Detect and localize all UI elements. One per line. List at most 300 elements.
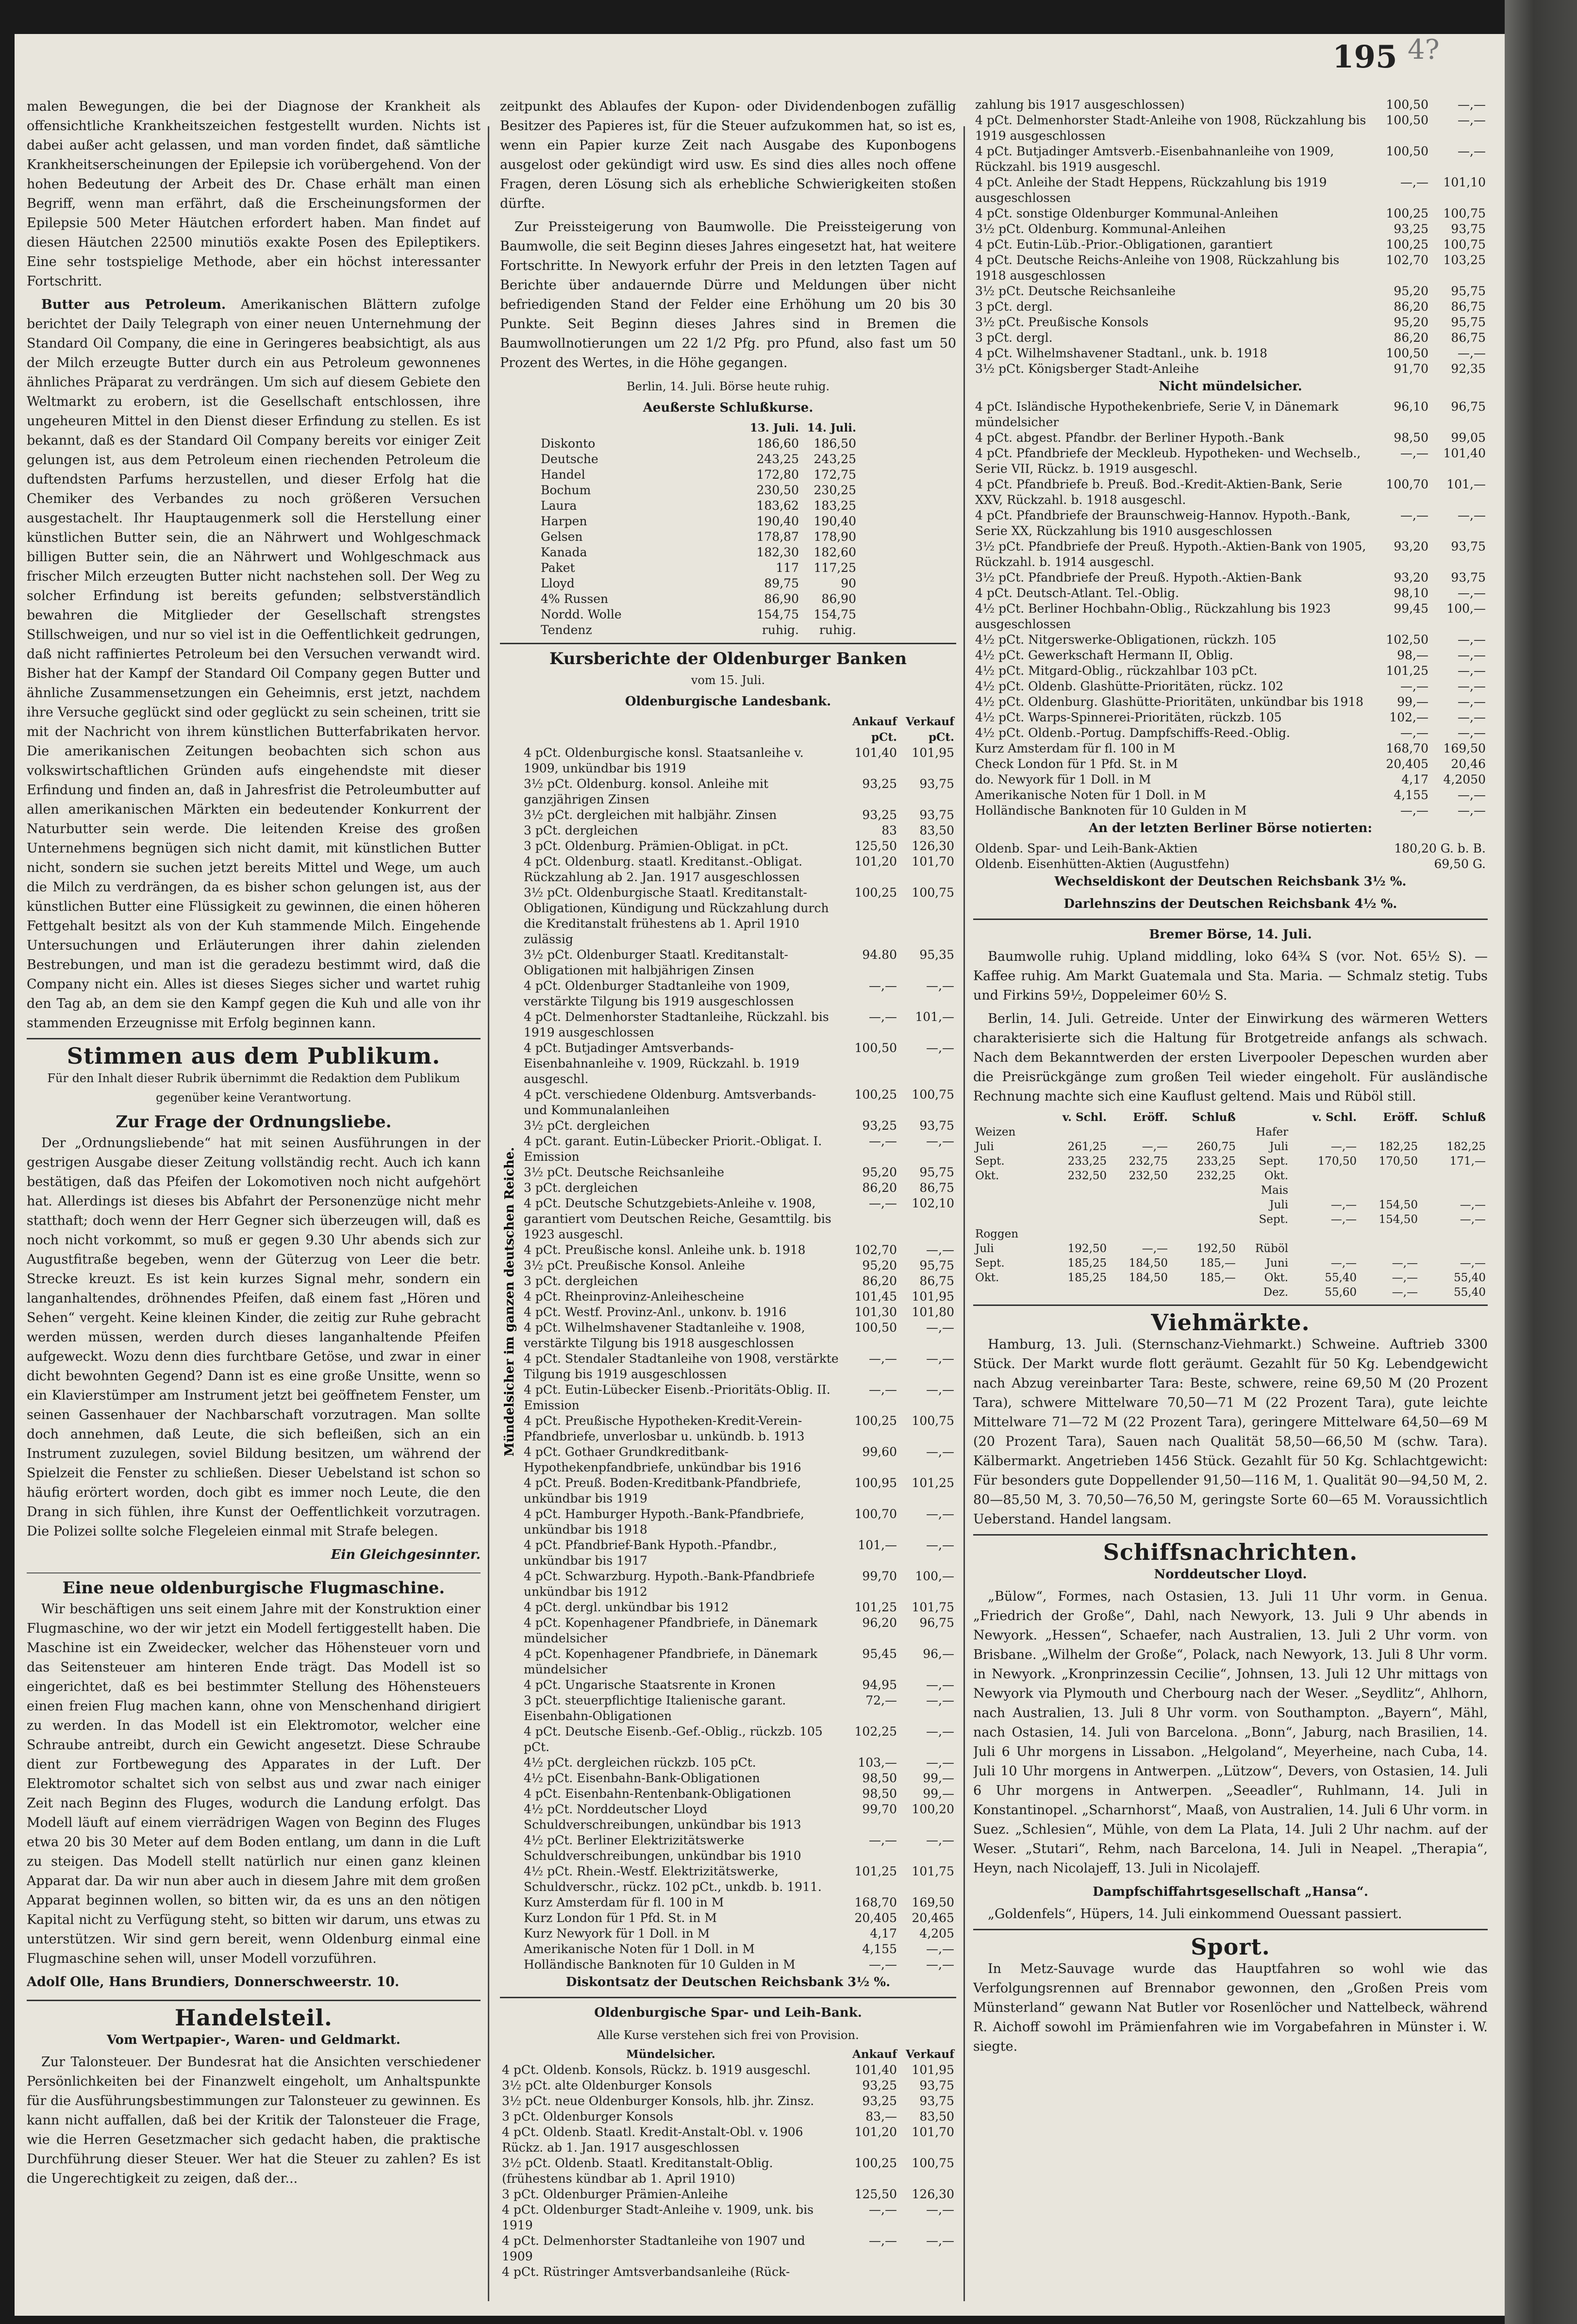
scanner-edge — [1505, 0, 1577, 2324]
row-value: 178,90 — [813, 530, 856, 544]
section-subheader: Norddeutscher Lloyd. — [1154, 1567, 1307, 1582]
row-value: 95,75 — [919, 1165, 954, 1179]
row-label: 4½ pCt. Mitgard-Oblig., rückzahlbar 103 pCt. — [975, 664, 1258, 678]
table-row — [973, 741, 1488, 756]
row-value: 101,— — [1446, 477, 1486, 491]
row-value: 100,75 — [912, 1414, 954, 1428]
row-value: 183,25 — [813, 499, 856, 513]
row-value: —,— — [926, 2234, 954, 2248]
row-value: —,— — [1458, 648, 1486, 662]
row-label: 3½ pCt. Oldenburg. Kommunal-Anleihen — [975, 222, 1226, 236]
table-row — [973, 648, 1488, 663]
row-value: —,— — [1458, 803, 1486, 818]
row-label: 3 pCt. Oldenburg. Prämien-Obligat. in pCt. — [524, 839, 789, 853]
table-row — [973, 856, 1488, 872]
column-rule — [488, 126, 489, 2301]
non-trustee-table — [973, 399, 1488, 819]
article-body: Der „Ordnungsliebende“ hat mit seinen Ausführungen in der gestrigen Ausgabe dieser Zeitung vollständig recht. Auch ich kann bestätigen, daß das Pfeifen der Lokomotiven noch nicht aufgehört hat. Allerdings ist dieses bis Abfahrt der Personenzüge nicht mehr statthaft; doch wenn der Herr Gegner sich überzeugen will, daß es noch nicht vorkommt, so muß er gegen 9.30 Uhr abends sich zur Augustfitraße begeben, wenn der Güterzug von Leer die betr. Strecke kreuzt. Es ist kein kurzes Signal mehr, sondern ein langanhaltendes, dröhnendes Pfeifen, daß einem fast „Hören und Sehen“ vergeht. Keine kleinen Kinder, die zeitig zur Ruhe gebracht werden müssen, werden durch dieses langanhaltende Pfeifen aufgeweckt. Wozu denn dies furchtbare Getöse, und zwar in einer dicht bewohnten Gegend? Dann ist es eine große Unsitte, wenn so ein Klavierstümper am Instrument jetzt bei geöffnetem Fenster, um seinen Gassenhauer der Nachbarschaft vorzutragen. Man sollte doch annehmen, daß Leute, die sich befleißen, sich an ein Instrument zuzulegen, soviel Bildung besitzen, um während der Spielzeit die Fenster zu schließen. Dieser Uebelstand ist schon so häufig erörtert worden, doch gibt es immer noch Leute, die den Drang in sich fühlen, ihre Kunst der Oeffentlichkeit vorzutragen. Die Polizei sollte solche Flegeleien einmal mit Strafe belegen. — [27, 1136, 481, 1539]
table-row — [539, 467, 858, 483]
table-row — [539, 607, 858, 622]
row-value: 92,35 — [1451, 362, 1486, 376]
row-label: 4 pCt. Butjadinger Amtsverb.-Eisenbahnanleihe von 1909, Rückzahl. bis 1919 ausgeschl. — [975, 144, 1334, 174]
row-label: 3½ pCt. Oldenburg. konsol. Anleihe mit ganzjährigen Zinsen — [524, 777, 769, 806]
row-value: 83,— — [865, 2109, 897, 2123]
page-number-faint: 4? — [1408, 34, 1440, 66]
row-value: 101,10 — [1443, 175, 1486, 189]
table-row — [539, 498, 858, 514]
row-value: 93,20 — [1394, 570, 1428, 585]
row-value: —,— — [926, 1756, 954, 1770]
row-value: 95,75 — [919, 1258, 954, 1272]
row-value: —,— — [1458, 710, 1486, 724]
table-row — [973, 399, 1488, 430]
vertical-label-text: Mündelsicher im ganzen deutschen Reiche. — [502, 1147, 517, 1456]
row-label: 3 pCt. dergleichen — [524, 1181, 638, 1195]
row-label: Amerikanische Noten für 1 Doll. in M — [524, 1942, 755, 1956]
column-header: Eröff. — [1383, 1111, 1418, 1124]
row-value: 154,75 — [813, 607, 856, 621]
row-value: —,— — [926, 1538, 954, 1552]
row-value: —,— — [926, 1693, 954, 1707]
table-row — [522, 1087, 956, 1118]
row-value — [1109, 1183, 1170, 1198]
article-body: Berlin, 14. Juli. Getreide. Unter der Einwirkung des wärmeren Wetters charakterisierte sich die Haltung für Brotgetreide anfangs als schwach. Nach dem Bekanntwerden der ersten Liverpooler Depeschen wurden aber die Preisrückgänge zum großen Teil wieder eingeholt. Für ausländische Rechnung machte sich eine Kauflust geltend. Mais und Rüböl still. — [973, 1011, 1488, 1104]
column-right — [973, 97, 1488, 2291]
row-value — [1290, 1183, 1359, 1198]
row-value: 101,25 — [912, 1476, 954, 1490]
table-row — [522, 1382, 956, 1413]
table-title: Aeußerste Schlußkurse. — [643, 401, 813, 415]
row-value: 192,50 — [1067, 1242, 1107, 1255]
row-value: 100,50 — [854, 1041, 897, 1055]
row-value: 4,155 — [1394, 788, 1428, 802]
row-label: 3 pCt. dergleichen — [524, 1274, 638, 1288]
row-value: 94.80 — [862, 948, 897, 962]
row-value: 126,30 — [912, 839, 954, 853]
row-value: 98,— — [1397, 648, 1428, 662]
table-row — [539, 560, 858, 576]
row-value: —,— — [1458, 98, 1486, 112]
row-label: zahlung bis 1917 ausgeschlossen) — [975, 98, 1185, 112]
table-row — [973, 1183, 1488, 1198]
article-body: Wir beschäftigen uns seit einem Jahre mit der Konstruktion einer Flugmaschine, wo der wir jetzt ein Modell fertiggestellt haben. Die Maschine ist ein Zweidecker, welcher das Höhensteuer vorn und das Seitensteuer am hinteren Ende trägt. Das Modell ist so eingerichtet, daß es bei bestimmter Stellung des Höhensteuers einen freien Flug machen kann, ohne von Menschenhand dirigiert zu werden. In das Modell ist ein Elektromotor, welcher eine Schraube antreibt, durch ein Gewicht angesetzt. Diese Schraube dient zur Fortbewegung des Apparates in der Luft. Der Elektromotor schaltet sich von selbst aus und zwar nach einiger Zeit nach Beginn des Fluges, wodurch die Landung erfolgt. Das Modell läuft auf einem vierrädrigen Wagen von Beginn des Fluges etwa 20 bis 30 Meter auf dem Boden entlang, um dann in die Luft zu steigen. Das Modell stellt natürlich nur einen ganz kleinen Apparat dar. Da wir nun aber auch in diesem Jahre mit dem großen Apparat beginnen wollen, so bitten wir, da es uns an den nötigen Kapital nicht zu Verfügung steht, so bitten wir darum, uns etwas zu unterstützen. Wir sind gern bereit, wenn Oldenburg einmal eine Flugmaschine sehen will, unser Modell vorzuführen. — [27, 1602, 481, 1966]
row-label: Kurz Amsterdam für fl. 100 in M — [524, 1895, 724, 1909]
loans-table-continued — [973, 97, 1488, 377]
row-value — [1420, 1241, 1488, 1256]
column-rule — [963, 126, 965, 2301]
row-value — [1420, 1227, 1488, 1241]
row-value — [1040, 1212, 1109, 1227]
section-header: Sport. — [1191, 1934, 1270, 1960]
table-row — [973, 237, 1488, 252]
row-value: 100,— — [1446, 602, 1486, 616]
row-value: 101,40 — [854, 2063, 897, 2077]
row-value: 99,45 — [1394, 602, 1428, 616]
row-label: Juli — [975, 1140, 994, 1153]
row-value: —,— — [926, 979, 954, 993]
row-value: 101,70 — [912, 2125, 954, 2139]
row-label: 4 pCt. Preußische konsl. Anleihe unk. b. 1918 — [524, 1243, 806, 1257]
article-body: Zur Preissteigerung von Baumwolle. Die Preissteigerung von Baumwolle, die seit Beginn dieses Jahres eingesetzt hat, hat weitere Fortschritte. In Newyork erfuhr der Preis in den letzten Tagen auf Berichte über andauernde Dürre und Meldungen über nicht befriedigenden Stand der Felder eine Erhöhung um 20 bis 30 Punkte. Seit Beginn dieses Jahres sind in Bremen die Baumwollnotierungen um 22 1/2 Pfg. pro Pfund, also fast um 50 Prozent des Wertes, in die Höhe gegangen. — [500, 219, 956, 370]
row-label: 3½ pCt. Königsberger Stadt-Anleihe — [975, 362, 1199, 376]
row-value: 190,40 — [756, 514, 799, 528]
table-row — [973, 175, 1488, 206]
row-label: 4 pCt. Pfandbriefe der Meckleub. Hypotheken- und Wechselb., Serie VII, Rückz. b. 1919 ausgeschl. — [975, 446, 1361, 476]
row-value — [1040, 1198, 1109, 1212]
row-value: —,— — [1458, 144, 1486, 158]
row-label: 4 pCt. Deutsche Schutzgebiets-Anleihe v. 1908, garantiert vom Deutschen Reiche, Gesamttilg. bis 1923 ausgeschl. — [524, 1196, 831, 1241]
table-row — [973, 632, 1488, 648]
row-value — [1290, 1227, 1359, 1241]
table-row — [973, 710, 1488, 725]
row-value: 102,— — [1389, 710, 1428, 724]
row-value: —,— — [1400, 726, 1428, 740]
article-signature: Adolf Olle, Hans Brundiers, Donnerschweerstr. 10. — [27, 1974, 399, 1990]
table-row — [973, 284, 1488, 299]
row-label: 3½ pCt. Deutsche Reichsanleihe — [975, 284, 1176, 298]
row-value: 94,95 — [862, 1678, 897, 1692]
row-value: 93,75 — [1451, 222, 1486, 236]
article-continuation: zeitpunkt des Ablaufes der Kupon- oder Dividendenbogen zufällig Besitzer des Papieres ist, für die Steuer aufzukommen hat, so ist es, wenn ein Papier kurze Zeit nach Ausgabe des Kuponbogens ausgelost oder gekündigt wird usw. Es sind dies alles noch offene Fragen, deren Lösung sich als erhebliche Schwierigkeiten stoßen dürfte. — [500, 99, 956, 211]
table-row — [500, 2109, 956, 2124]
row-value: 93,75 — [919, 808, 954, 822]
table-row — [522, 1413, 956, 1444]
row-value: 100,25 — [1386, 206, 1428, 220]
table-row — [973, 539, 1488, 570]
row-value: —,— — [1458, 788, 1486, 802]
row-value: 101,25 — [854, 1600, 897, 1614]
row-value: 230,25 — [813, 483, 856, 497]
row-value: 100,25 — [1386, 237, 1428, 251]
row-value: —,— — [869, 1010, 897, 1024]
row-value: 95,20 — [1394, 284, 1428, 298]
table-row — [522, 947, 956, 978]
row-value: 178,87 — [756, 530, 799, 544]
row-value: Rüböl — [1255, 1242, 1289, 1255]
row-value: 102,70 — [1386, 253, 1428, 267]
row-label — [973, 1285, 1040, 1300]
butter-article — [27, 295, 481, 1033]
row-value — [1170, 1198, 1238, 1212]
divider — [973, 1304, 1488, 1306]
row-value: 99,— — [923, 1771, 954, 1785]
row-value: 101,95 — [912, 746, 954, 760]
row-value: 55,40 — [1454, 1271, 1486, 1284]
table-row — [539, 436, 858, 451]
row-label: 4½ pCt. dergleichen rückzb. 105 pCt. — [524, 1756, 756, 1770]
row-value — [1359, 1241, 1420, 1256]
row-value: ruhig. — [762, 623, 799, 637]
table-row — [500, 2124, 956, 2156]
row-value: 171,— — [1449, 1155, 1486, 1168]
column-header: Verkauf — [906, 2048, 954, 2061]
article-body: Zur Talonsteuer. Der Bundesrat hat die Ansichten verschiedener Persönlichkeiten bei der Finanzwelt eingeholt, um Anhaltspunkte für die Ausführungsbestimmungen zur Talonsteuer zu gewinnen. Es kann nicht auffallen, daß bei der Kritik der Talonsteuer die Frage, wie die Herren Gesetzmacher sich gedacht haben, die praktische Durchführung dieser Steuer. Wer hat die Steuer zu zahlen? Es ist die Ungerechtigkeit zu zeigen, daß der... — [27, 2055, 481, 2186]
table-row — [539, 622, 858, 638]
row-value: 182,30 — [756, 545, 799, 559]
row-value: 169,50 — [912, 1895, 954, 1909]
row-value: —,— — [1400, 508, 1428, 522]
row-label: 4 pCt. Oldenburgische konsl. Staatsanleihe v. 1909, unkündbar bis 1919 — [524, 746, 804, 775]
divider — [973, 1534, 1488, 1536]
row-value: —,— — [1460, 1199, 1486, 1211]
row-value: 86,20 — [1394, 331, 1428, 345]
table-row — [500, 2264, 956, 2280]
row-value: 93,25 — [862, 2078, 897, 2092]
row-value: —,— — [1458, 664, 1486, 678]
table-row — [973, 206, 1488, 221]
row-value: 99,70 — [862, 1569, 897, 1583]
row-value: —,— — [1458, 679, 1486, 693]
row-label: 3 pCt. steuerpflichtige Italienische garant. Eisenbahn-Obligationen — [524, 1693, 786, 1723]
row-label: 4 pCt. Eutin-Lübecker Eisenb.-Prioritäts-Oblig. II. Emission — [524, 1383, 830, 1412]
row-value: 96,75 — [919, 1616, 954, 1630]
row-value: 98,50 — [862, 1787, 897, 1801]
row-label: 3 pCt. dergl. — [975, 331, 1053, 345]
row-value: 86,20 — [862, 1181, 897, 1195]
row-value: 86,90 — [821, 592, 856, 606]
row-value: 55,40 — [1325, 1271, 1357, 1284]
row-value: 170,50 — [1378, 1155, 1418, 1168]
row-value: 72,— — [865, 1693, 897, 1707]
table-row — [522, 745, 956, 776]
row-label: 4 pCt. garant. Eutin-Lübecker Priorit.-Obligat. I. Emission — [524, 1134, 822, 1164]
row-value: —,— — [926, 1243, 954, 1257]
row-value: 99,60 — [862, 1445, 897, 1459]
row-value — [1170, 1212, 1238, 1227]
table-row — [522, 1242, 956, 1258]
row-label: Juli — [975, 1242, 994, 1255]
row-value: 232,25 — [1196, 1170, 1236, 1182]
row-value — [1170, 1183, 1238, 1198]
row-value — [1040, 1285, 1109, 1300]
row-value: —,— — [1460, 1213, 1486, 1226]
table-row — [522, 854, 956, 885]
row-label: 4 pCt. verschiedene Oldenburg. Amtsverbands- und Kommunalanleihen — [524, 1087, 816, 1117]
row-value: 83,50 — [919, 2109, 954, 2123]
row-value: 186,50 — [813, 436, 856, 451]
row-value: 101,40 — [854, 746, 897, 760]
row-label: 4 pCt. Isländische Hypothekenbriefe, Serie V, in Dänemark mündelsicher — [975, 400, 1339, 429]
divider — [973, 1929, 1488, 1930]
row-value: —,— — [1330, 1257, 1357, 1270]
row-value: 182,60 — [813, 545, 856, 559]
row-label: Kanada — [541, 545, 587, 559]
row-label: 4 pCt. Gothaer Grundkreditbank-Hypothekenpfandbriefe, unkündbar bis 1916 — [524, 1445, 801, 1474]
row-value — [1359, 1227, 1420, 1241]
table-row — [973, 663, 1488, 679]
row-value: 69,50 G. — [1434, 857, 1486, 871]
row-label: Kurz Newyork für 1 Doll. in M — [524, 1926, 710, 1940]
row-value: 232,50 — [1129, 1170, 1168, 1182]
row-value — [1290, 1125, 1359, 1139]
column-header: Ankauf — [852, 2048, 897, 2061]
row-label: 4 pCt. Stendaler Stadtanleihe von 1908, verstärkte Tilgung bis 1919 ausgeschlossen — [524, 1352, 839, 1381]
row-value — [1109, 1227, 1170, 1241]
row-value: —,— — [1400, 803, 1428, 818]
table-row — [973, 694, 1488, 710]
row-value: 93,25 — [862, 808, 897, 822]
table-row — [973, 1271, 1488, 1285]
row-value — [842, 2264, 899, 2280]
page-number: 195 — [1332, 39, 1397, 75]
table-row — [522, 1926, 956, 1941]
row-value: 100,50 — [1386, 346, 1428, 360]
row-value: Mais — [1261, 1184, 1289, 1197]
bank-name: Oldenburgische Landesbank. — [625, 694, 831, 709]
column-unit: pCt. — [871, 731, 897, 744]
row-value: —,— — [926, 1678, 954, 1692]
table-row — [973, 570, 1488, 585]
row-label: 4 pCt. Deutsche Reichs-Anleihe von 1908, Rückzahlung bis 1918 ausgeschlossen — [975, 253, 1340, 283]
row-value: Okt. — [1264, 1271, 1289, 1284]
table-row — [522, 1320, 956, 1351]
table-row — [539, 591, 858, 607]
row-label: 4 pCt. Deutsch-Atlant. Tel.-Oblig. — [975, 586, 1179, 600]
table-row — [522, 1040, 956, 1087]
row-label: 4½ pCt. Norddeutscher Lloyd Schuldverschreibungen, unkündbar bis 1913 — [524, 1802, 801, 1832]
row-label: 4 pCt. Kopenhagener Pfandbriefe, in Dänemark mündelsicher — [524, 1647, 817, 1676]
table-row — [973, 772, 1488, 787]
row-value: —,— — [926, 1321, 954, 1335]
row-value: —,— — [1458, 633, 1486, 647]
row-value: 93,75 — [919, 777, 954, 791]
row-value: 232,75 — [1129, 1155, 1168, 1168]
row-value: 170,50 — [1317, 1155, 1357, 1168]
row-value: —,— — [1400, 679, 1428, 693]
table-row — [522, 1786, 956, 1802]
row-value: 4,17 — [870, 1926, 897, 1940]
row-value: 98,50 — [862, 1771, 897, 1785]
table-row — [522, 1506, 956, 1538]
row-value — [1420, 1183, 1488, 1198]
column-unit: pCt. — [928, 731, 954, 744]
row-value: 20,465 — [912, 1911, 954, 1925]
row-value: 101,20 — [854, 2125, 897, 2139]
table-row — [973, 315, 1488, 330]
table-row — [973, 841, 1488, 856]
row-value: 86,20 — [862, 1274, 897, 1288]
row-value: —,— — [1458, 346, 1486, 360]
row-value: 20,405 — [854, 1911, 897, 1925]
row-value: —,— — [926, 1724, 954, 1739]
row-value: 99,70 — [862, 1802, 897, 1816]
row-value: 98,50 — [1394, 431, 1428, 445]
row-value — [1238, 1227, 1290, 1241]
row-value: 86,75 — [919, 1181, 954, 1195]
row-value: Sept. — [1259, 1213, 1289, 1226]
table-row — [973, 252, 1488, 284]
berlin-quotes-table — [973, 841, 1488, 872]
row-value: 101,25 — [1386, 664, 1428, 678]
row-value: 117,25 — [813, 561, 856, 575]
row-value — [1359, 1183, 1420, 1198]
table-row — [522, 807, 956, 823]
row-label: 4 pCt. Pfandbriefe b. Preuß. Bod.-Kredit-Aktien-Bank, Serie XXV, Rückzahl. b. 1918 ausgeschl. — [975, 477, 1343, 507]
row-label: 4 pCt. Oldenb. Konsols, Rückz. b. 1919 ausgeschl. — [502, 2063, 811, 2077]
article-body: „Bülow“, Formes, nach Ostasien, 13. Juli 11 Uhr vorm. in Genua. „Friedrich der Große“, Dahl, nach Newyork, 13. Juli 9 Uhr abends in Newyork. „Hessen“, Schaefer, nach Australien, 13. Juli 2 Uhr vorm. von Brisbane. „Wilhelm der Große“, Polack, nach Newyork, 13. Juli 8 Uhr vorm. in Newyork. „Kronprinzessin Cecilie“, Johnsen, 13. Juli 12 Uhr mittags von Newyork via Plymouth und Cherbourg nach der Weser. „Seydlitz“, Ahlhorn, nach Australien, 13. Juli 8 Uhr vorm. von Southampton. „Bayern“, Mähl, nach Ostasien, 14. Juli von Barcelona. „Bonn“, Jaburg, nach Brasilien, 14. Juli 6 Uhr morgens in Lissabon. „Helgoland“, Meyerheine, nach Cuba, 14. Juli 10 Uhr morgens in Antwerpen. „Lützow“, Devers, von Ostasien, 14. Juli 6 Uhr morgens in Antwerpen. „Seeadler“, Ruhlmann, 14. Juli in Konstantinopel. „Scharnhorst“, Maaß, von Australien, 14. Juli 6 Uhr vorm. in Suez. „Schlesien“, Mühle, von dem La Plata, 14. Juli 2 Uhr nachm. auf der Weser. „Stutari“, Rehm, nach Barcelona, 14. Juli in Neapel. „Therapia“, Heyn, nach Nicolajeff, 13. Juli in Nicolajeff. — [973, 1589, 1488, 1876]
table-row — [973, 446, 1488, 477]
row-value — [1420, 1125, 1488, 1139]
row-value — [1359, 1125, 1420, 1139]
row-value: 101,— — [915, 1010, 954, 1024]
row-value: —,— — [1460, 1257, 1486, 1270]
row-value: 93,75 — [1451, 539, 1486, 553]
row-value — [1109, 1212, 1170, 1227]
table-row — [522, 1273, 956, 1289]
row-value: —,— — [1458, 508, 1486, 522]
row-value: 96,10 — [1394, 400, 1428, 414]
row-value: 20,405 — [1386, 757, 1428, 771]
row-value: —,— — [1330, 1199, 1357, 1211]
row-label: 4½ pCt. Warps-Spinnerei-Prioritäten, rückzb. 105 — [975, 710, 1282, 724]
section-disclaimer: Für den Inhalt dieser Rubrik übernimmt die Redaktion dem Publikum gegenüber keine Verantwortung. — [47, 1071, 460, 1104]
section-header: Schiffsnachrichten. — [1103, 1539, 1358, 1565]
row-label: 3 pCt. dergleichen — [524, 823, 638, 837]
row-value: 125,50 — [854, 2187, 897, 2201]
row-value: Juli — [1269, 1140, 1289, 1153]
row-label: 4 pCt. Schwarzburg. Hypoth.-Bank-Pfandbriefe unkündbar bis 1912 — [524, 1569, 815, 1599]
row-value: 186,60 — [756, 436, 799, 451]
table-row — [522, 1833, 956, 1864]
row-label: Gelsen — [541, 530, 583, 544]
table-row — [539, 576, 858, 591]
row-value: 93,25 — [1394, 222, 1428, 236]
table-row — [522, 838, 956, 854]
row-label: Nordd. Wolle — [541, 607, 622, 621]
row-value: 103,25 — [1443, 253, 1486, 267]
row-value: —,— — [1142, 1242, 1168, 1255]
row-value: 102,50 — [1386, 633, 1428, 647]
row-value: 102,25 — [854, 1724, 897, 1739]
row-label: 4 pCt. Preuß. Boden-Kreditbank-Pfandbriefe, unkündbar bis 1919 — [524, 1476, 801, 1505]
table-row — [522, 1677, 956, 1693]
row-value: 183,62 — [756, 499, 799, 513]
divider — [27, 2000, 481, 2001]
row-value: 126,30 — [912, 2187, 954, 2201]
article-title: Eine neue oldenburgische Flugmaschine. — [62, 1578, 445, 1598]
row-label: 4½ pCt. Eisenbahn-Bank-Obligationen — [524, 1771, 760, 1785]
row-value: 100,25 — [854, 1087, 897, 1102]
table-row — [500, 2078, 956, 2093]
table-row — [973, 585, 1488, 601]
row-value: —,— — [926, 1507, 954, 1521]
table-row — [522, 1009, 956, 1040]
row-label: 4 pCt. Hamburger Hypoth.-Bank-Pfandbriefe, unkündbar bis 1918 — [524, 1507, 804, 1537]
row-value: 101,95 — [912, 1289, 954, 1304]
table-row — [522, 1569, 956, 1600]
table-row — [500, 2062, 956, 2078]
table-row — [522, 1134, 956, 1165]
row-value: —,— — [1458, 695, 1486, 709]
row-label: 4 pCt. sonstige Oldenburger Kommunal-Anleihen — [975, 206, 1278, 220]
vertical-label — [502, 825, 522, 1456]
row-value: Sept. — [1259, 1155, 1289, 1168]
table-row — [973, 430, 1488, 446]
table-row — [522, 1724, 956, 1755]
row-value — [1290, 1169, 1359, 1183]
row-value: —,— — [1400, 446, 1428, 460]
article-title: Butter aus Petroleum. — [41, 297, 226, 312]
row-value: —,— — [926, 1833, 954, 1847]
row-value — [1420, 1169, 1488, 1183]
row-value: —,— — [869, 979, 897, 993]
table-row — [522, 1538, 956, 1569]
row-label: 4 pCt. Delmenhorster Stadtanleihe, Rückzahl. bis 1919 ausgeschlossen — [524, 1010, 829, 1039]
row-value: —,— — [926, 1041, 954, 1055]
row-value: —,— — [1392, 1271, 1418, 1284]
row-value: 101,75 — [912, 1600, 954, 1614]
row-label: Lloyd — [541, 576, 575, 590]
